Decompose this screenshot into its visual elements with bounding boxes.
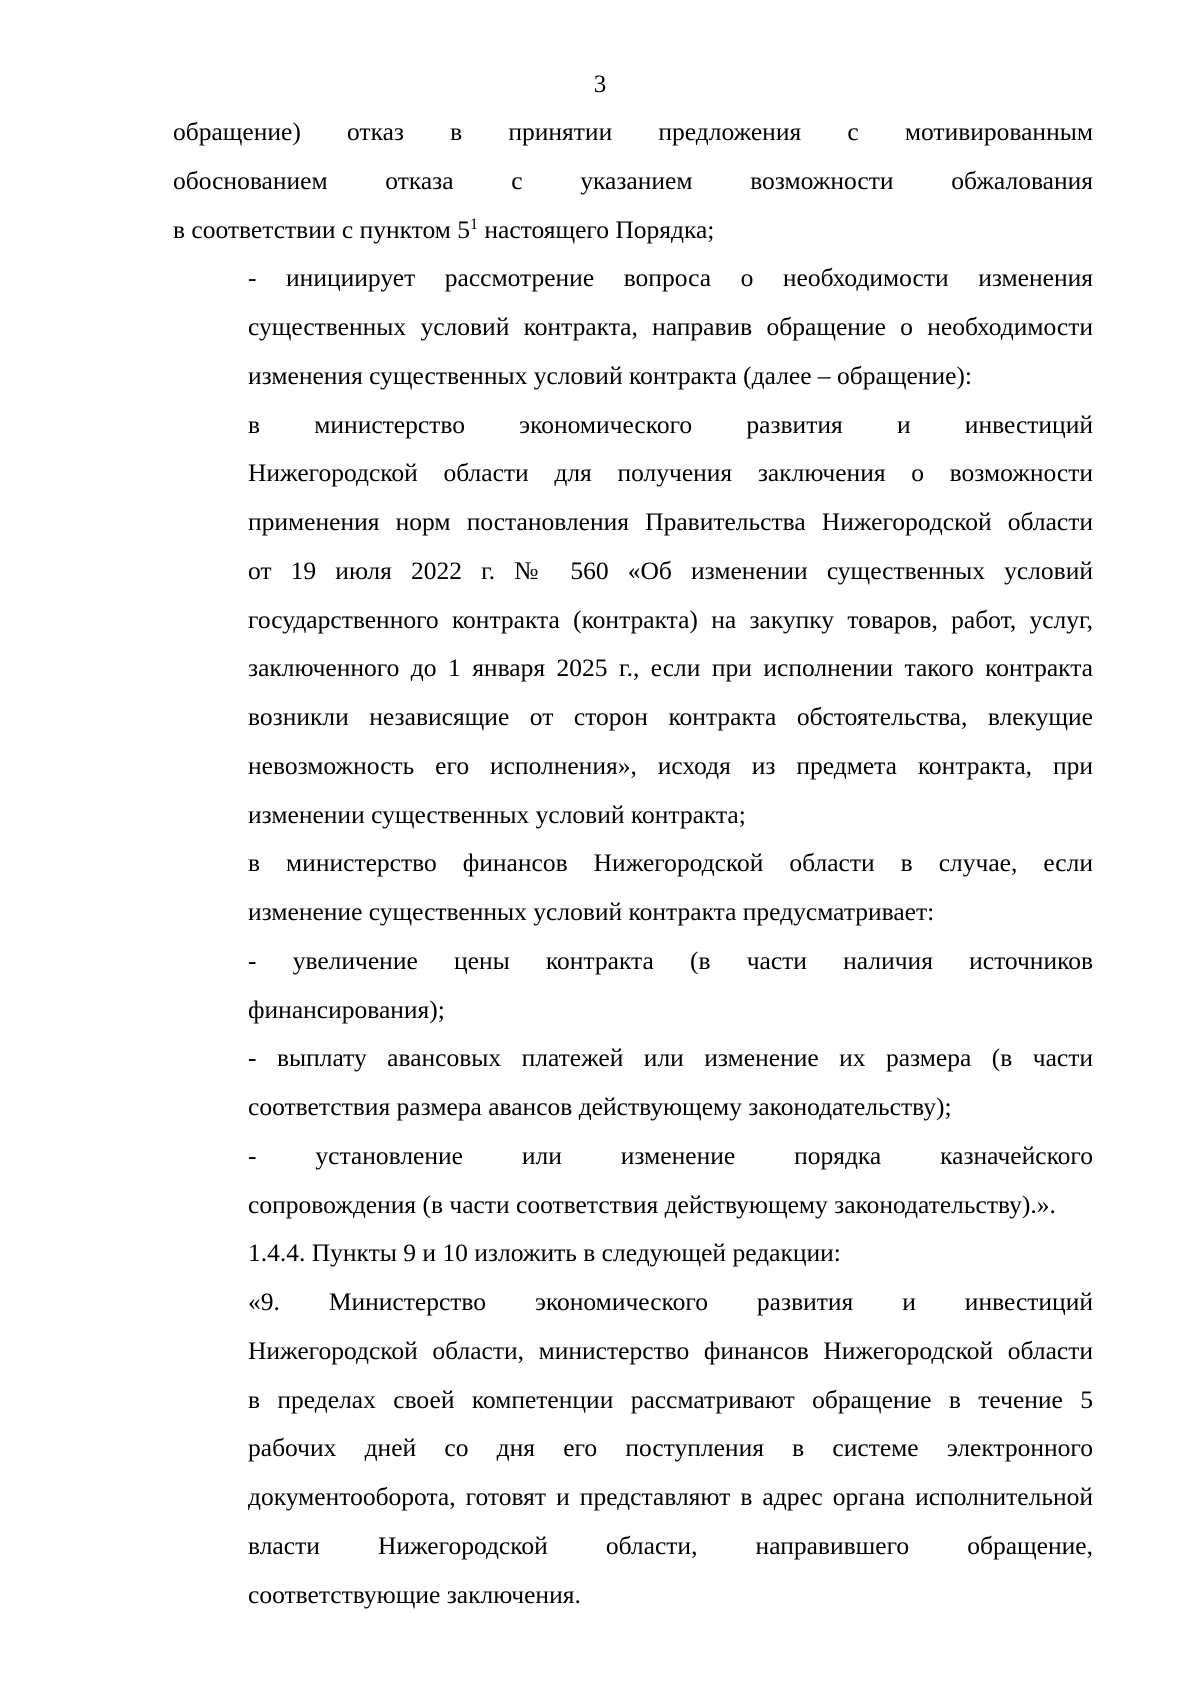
paragraph-line: рабочих дней со дня его поступления в системе электронного (248, 1433, 1093, 1463)
paragraph (173, 839, 1093, 937)
paragraph-line: существенных условий контракта, направив обращение о необходимости (248, 312, 1093, 341)
paragraph-line: - установление или изменение порядка казначейского (248, 1140, 1093, 1170)
paragraph-line: изменении существенных условий контракта; (248, 799, 746, 829)
paragraph (173, 254, 1093, 400)
paragraph-line: сопровождения (в части соответствия действующему законодательству).». (248, 1189, 1056, 1219)
paragraph-line: в пределах своей компетенции рассматривают обращение в течение 5 (248, 1384, 1093, 1414)
paragraph-line: - выплату авансовых платежей или изменение их размера (в части (248, 1043, 1093, 1073)
paragraph-line: обращение) отказ в принятии предложения с мотивированным (173, 117, 1093, 146)
paragraph-line: невозможность его исполнения», исходя из предмета контракта, при (248, 750, 1093, 780)
paragraph-line: обоснованием отказа с указанием возможности обжалования (173, 165, 1093, 195)
paragraph-line: документооборота, готовят и представляют в адрес органа исполнительной (248, 1482, 1093, 1511)
paragraph (173, 1034, 1093, 1132)
paragraph-line: власти Нижегородской области, направившего обращение, (248, 1530, 1093, 1560)
paragraph-line: «9. Министерство экономического развития и инвестиций (248, 1287, 1093, 1316)
paragraph-line: применения норм постановления Правительства Нижегородской области (248, 507, 1093, 536)
paragraph-line: финансирования); (248, 994, 445, 1024)
paragraph (173, 1229, 1093, 1278)
paragraph-line: заключенного до 1 января 2025 г., если при исполнении такого контракта (248, 653, 1093, 683)
paragraph-line: соответствующие заключения. (248, 1579, 581, 1609)
paragraph-line: соответствия размера авансов действующему законодательству); (248, 1092, 952, 1121)
paragraph (173, 108, 1093, 254)
paragraph-line: возникли независящие от сторон контракта обстоятельства, влекущие (248, 702, 1093, 731)
paragraph-line: от 19 июля 2022 г. № 560 «Об изменении существенных условий (248, 555, 1093, 585)
paragraph-line: изменение существенных условий контракта предусматривает: (248, 897, 935, 926)
paragraph-line: Нижегородской области для получения заключения о возможности (248, 458, 1093, 488)
paragraph-line: в министерство экономического развития и инвестиций (248, 409, 1093, 439)
paragraph-line: 1.4.4. Пункты 9 и 10 изложить в следующей редакции: (248, 1238, 841, 1268)
paragraph-line: Нижегородской области, министерство финансов Нижегородской области (248, 1335, 1093, 1365)
paragraph-line: - инициирует рассмотрение вопроса о необходимости изменения (248, 263, 1093, 293)
paragraph-line: - увеличение цены контракта (в части наличия источников (248, 945, 1093, 975)
paragraph-line: в министерство финансов Нижегородской области в случае, если (248, 848, 1093, 878)
paragraph (173, 401, 1093, 840)
page-number: 3 (593, 71, 607, 98)
paragraph (173, 937, 1093, 1035)
paragraph-line: в соответствии с пунктом $5^1$ настоящего Порядка; (173, 214, 715, 244)
document-body (173, 108, 1093, 1619)
paragraph-line: изменения существенных условий контракта (далее – обращение): (248, 360, 972, 390)
paragraph-line: государственного контракта (контракта) на закупку товаров, работ, услуг, (248, 604, 1093, 634)
superscript: 1 (470, 215, 478, 233)
paragraph (173, 1278, 1093, 1619)
paragraph (173, 1132, 1093, 1230)
